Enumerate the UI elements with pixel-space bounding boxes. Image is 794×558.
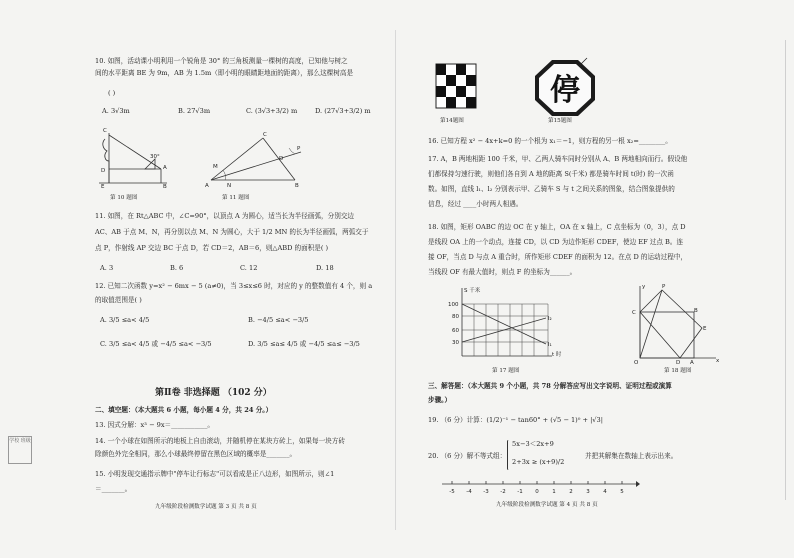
- stop-character: 停: [550, 73, 580, 108]
- tick-label: -1: [517, 489, 523, 495]
- figure-18-geometry: [632, 282, 722, 364]
- tree-outline: [103, 139, 109, 183]
- figure-17-caption: 第 17 题图: [492, 368, 520, 374]
- point-a-label: A: [163, 165, 167, 171]
- point-c-label: C: [632, 310, 636, 316]
- q20-suffix: 并把其解集在数轴上表示出来。: [585, 452, 678, 460]
- figure-17-graph: [448, 284, 568, 364]
- column-divider: [395, 30, 396, 530]
- ray-ap: [211, 152, 301, 180]
- q12-line-2: 的取值范围是( ): [95, 296, 142, 304]
- q18-line-3: 接 OF，当点 D 与点 A 重合时，所作矩形 CDEF 的面积为 12。在点 D 的运动过程中，: [428, 253, 688, 261]
- seal-stamp: 学校 班级: [8, 436, 32, 464]
- tick-label: 1: [552, 489, 556, 495]
- q11-line-3: 点 P，作射线 AP 交边 BC 于点 D，若 CD＝2，AB＝6，则△ABD 的面积是( ): [95, 244, 329, 252]
- solve-section-title-2: 步骤。）: [428, 396, 452, 404]
- q11-line-1: 11. 如图，在 Rt△ABC 中，∠C=90°，以顶点 A 为圆心，适当长为半径画弧，分别交边: [95, 212, 354, 220]
- tick-label: -4: [466, 489, 472, 495]
- system-brace: [507, 440, 510, 470]
- t-axis-label: t 时: [552, 352, 562, 358]
- y-label: y: [642, 284, 646, 290]
- q18-line-4: 当线段 OF 有最大值时，则点 F 的坐标为______。: [428, 268, 577, 276]
- q10-line-2: 间的水平距离 BE 为 9m，AB 为 1.5m（即小明的眼睛距地面的距离），那么这棵树高是: [95, 69, 354, 77]
- point-e-label: E: [703, 326, 707, 332]
- number-line-arrow: [636, 481, 640, 487]
- q18-line-2: 是线段 OA 上的一个动点，连接 CD，以 CD 为边作矩形 CDEF，使边 EF 过点 B。连: [428, 238, 684, 246]
- point-d-label: D: [279, 156, 284, 162]
- figure-14-checkerboard: [436, 64, 476, 108]
- point-c-label: C: [103, 128, 107, 134]
- q20-inequality-1: 5x−3＜2x+9: [512, 440, 554, 448]
- q11-option-c: C. 12: [240, 264, 258, 272]
- figure-10-caption: 第 10 题图: [110, 195, 138, 201]
- q12-option-c: C. 3/5 ≤a< 4/5 或 −4/5 ≤a< −3/5: [100, 340, 212, 348]
- point-n-label: N: [227, 183, 232, 189]
- q12-option-a: A. 3/5 ≤a< 4/5: [100, 316, 150, 324]
- q20-inequality-2: 2+3x ≥ (x+9)/2: [512, 458, 565, 466]
- q11-line-2: AC、AB 于点 M、N，再分别以点 M、N 为圆心，大于 1/2 MN 的长为半径画弧，两弧交于: [95, 228, 369, 236]
- figure-10-tree-diagram: [95, 125, 175, 190]
- number-line-ticks: [449, 481, 624, 495]
- arc-mn: [223, 170, 226, 180]
- q15-line-1: 15. 小明发现交通指示牌中"停车让行标志"可以看成是正八边形，如图所示，则∠1: [95, 470, 335, 478]
- point-d-label: D: [101, 168, 106, 174]
- q15-line-2: ＝_______。: [95, 485, 132, 493]
- figure-11-triangle-diagram: [205, 130, 305, 190]
- part-2-title: 第Ⅱ卷 非选择题 （102 分）: [155, 388, 272, 398]
- q11-option-d: D. 18: [316, 264, 334, 272]
- tick-label: 3: [586, 489, 590, 495]
- point-c-label: C: [263, 132, 267, 138]
- sight-line: [109, 135, 161, 169]
- tick-label: -5: [449, 489, 455, 495]
- tick-label: 5: [620, 489, 624, 495]
- point-b-label: B: [694, 308, 698, 314]
- figure-11-caption: 第 11 题图: [222, 195, 250, 201]
- q10-option-c: C. (3√3+3/2) m: [246, 107, 298, 115]
- point-b-label: B: [295, 183, 299, 189]
- point-b-label: B: [163, 184, 167, 190]
- tick-80: 80: [452, 314, 459, 320]
- q12-option-d: D. 3/5 ≤a≤ 4/5 或 −4/5 ≤a≤ −3/5: [248, 340, 360, 348]
- point-p-label: P: [297, 146, 301, 152]
- q10-answer-paren: ( ): [108, 89, 116, 97]
- q18-line-1: 18. 如图，矩形 OABC 的边 OC 在 y 轴上，OA 在 x 轴上，C 点坐标为（0，3），点 D: [428, 223, 686, 231]
- right-footer: 九年级阶段检测数学试题 第 4 页 共 8 页: [496, 502, 598, 508]
- tick-label: -3: [483, 489, 489, 495]
- tick-60: 60: [452, 328, 459, 334]
- q20-prefix: 20. （6 分）解不等式组：: [428, 452, 507, 460]
- left-footer: 九年级阶段检测数学试题 第 3 页 共 8 页: [155, 504, 257, 510]
- q13: 13. 因式分解：x³ − 9x＝___________。: [95, 421, 214, 429]
- q14-line-1: 14. 一个小球在如图所示的地板上自由滚动，并随机停在某块方砖上，如果每一块方砖: [95, 437, 345, 445]
- page-edge-line: [785, 40, 786, 500]
- q11-option-a: A. 3: [100, 264, 114, 272]
- angle-30-label: 30°: [150, 154, 160, 160]
- figure-14-caption: 第14题图: [440, 118, 464, 124]
- point-d-label: D: [676, 360, 681, 366]
- l2-label: l₂: [548, 316, 552, 322]
- q12-option-b: B. −4/5 ≤a< −3/5: [248, 316, 309, 324]
- point-a-label: A: [690, 360, 694, 366]
- point-a-label: A: [205, 183, 209, 189]
- rectangle-oabc: [640, 312, 694, 358]
- q17-line-4: 信息，经过 ____小时两人相遇。: [428, 200, 523, 208]
- number-line: [440, 476, 640, 498]
- point-e-label: E: [101, 184, 105, 190]
- tick-label: 2: [569, 489, 573, 495]
- arc-p: [289, 148, 295, 154]
- q10-option-a: A. 3√3m: [102, 107, 130, 115]
- l1-label: l₁: [548, 342, 552, 348]
- solve-section-title-1: 三、解答题：（本大题共 9 个小题，共 78 分解答应写出文字说明、证明过程或演算: [428, 382, 672, 390]
- q14-line-2: 除颜色外完全相同，那么小球最终停留在黑色区域的概率是_______。: [95, 450, 297, 458]
- figure-15-stop-sign: [535, 60, 595, 116]
- rectangle-cdef: [640, 290, 702, 358]
- s-axis-label: S 千米: [464, 288, 481, 294]
- q12-line-1: 12. 已知二次函数 y=x² − 6mx − 5 (a≠0)，当 3≤x≤6 时，对应的 y 的整数值有 4 个，则 a: [95, 282, 373, 290]
- q19: 19. （6 分）计算：(1/2)⁻¹ − tan60° + (√5 − 1)⁰ + |√3|: [428, 416, 603, 424]
- point-p-label: P: [662, 284, 666, 290]
- q17-line-1: 17. A，B 两地相距 100 千米，甲、乙两人骑车同时分别从 A、B 两地相向而行。假设他: [428, 155, 688, 163]
- x-label: x: [716, 358, 720, 364]
- segment-of: [640, 290, 662, 358]
- q10-option-b: B. 27√3m: [178, 107, 211, 115]
- figure-18-caption: 第 18 题图: [664, 368, 692, 374]
- q11-option-b: B. 6: [170, 264, 184, 272]
- tick-label: -2: [500, 489, 506, 495]
- q10-option-d: D. (27√3+3/2) m: [315, 107, 371, 115]
- tick-100: 100: [448, 302, 459, 308]
- q17-line-2: 们都保持匀速行驶，则他们各自到 A 地的距离 S(千米) 都是骑车时间 t(时) 的一次函: [428, 170, 674, 178]
- tick-30: 30: [452, 340, 459, 346]
- point-m-label: M: [213, 164, 218, 170]
- tick-label: 0: [535, 489, 539, 495]
- point-o-label: O: [634, 360, 639, 366]
- fill-in-section-title: 二、填空题：（本大题共 6 小题，每小题 4 分，共 24 分。）: [95, 406, 273, 414]
- q10-line-1: 10. 如图，活动课小明利用一个锐角是 30° 的三角板测量一棵树的高度，已知他与树之: [95, 57, 348, 65]
- figure-15-caption: 第15题图: [548, 118, 572, 124]
- tick-label: 4: [603, 489, 607, 495]
- q17-line-3: 数。如图，直线 l₁、l₂ 分别表示甲、乙骑车 S 与 t 之间关系的图象，结合图象提供的: [428, 185, 675, 193]
- side-ac: [211, 138, 263, 180]
- q16: 16. 已知方程 x² − 4x+k=0 的一个根为 x₁＝−1，则方程的另一根 x₂=________。: [428, 137, 672, 145]
